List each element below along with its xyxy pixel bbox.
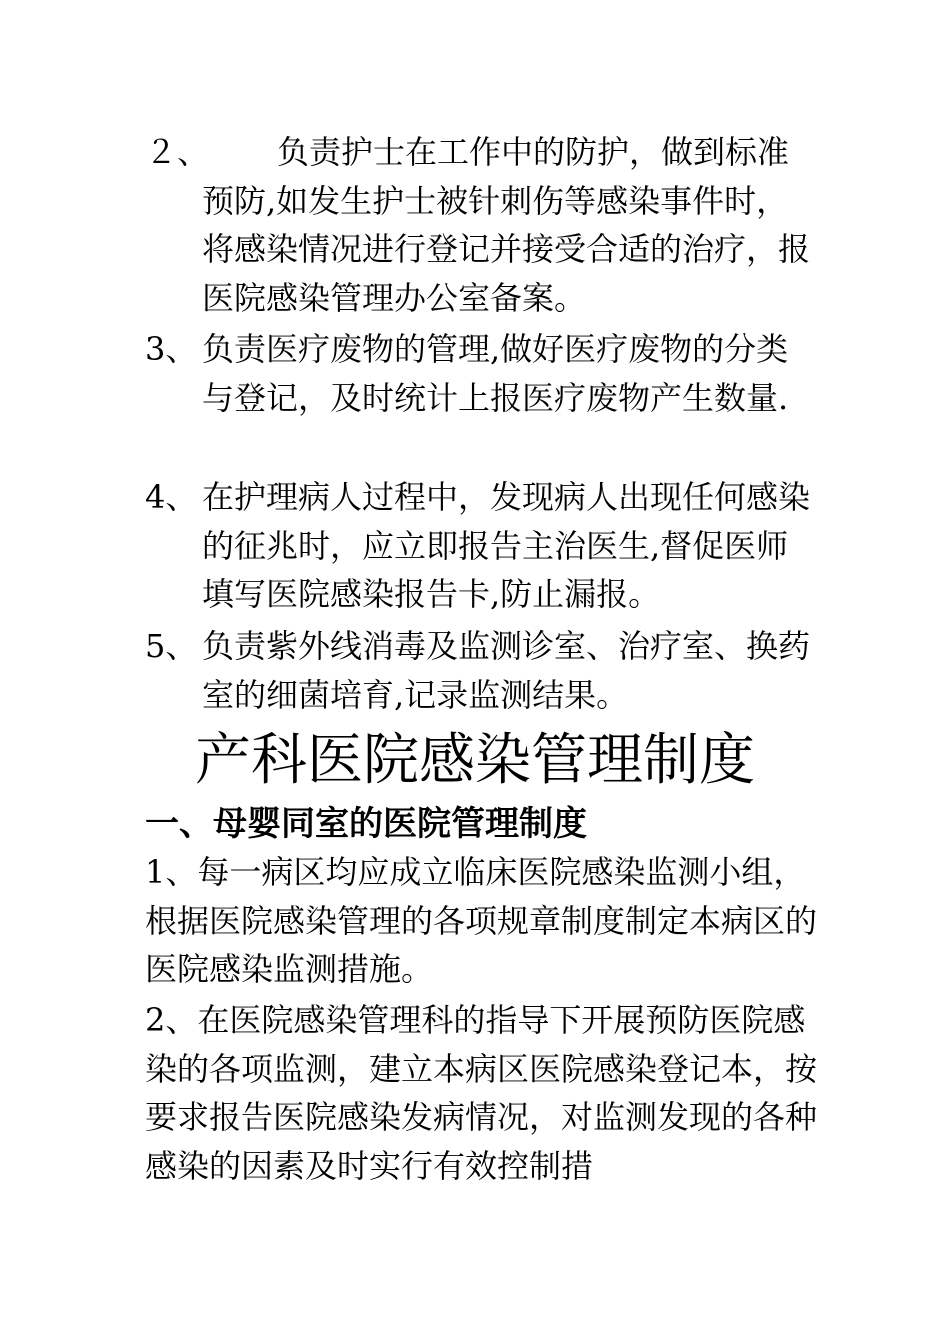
list-item-text: 负责医疗废物的管理,做好医疗废物的分类与登记，及时统计上报医疗废物产生数量. (202, 330, 789, 417)
list-item-4 (145, 473, 825, 619)
list-item-text: 在护理病人过程中，发现病人出现任何感染的征兆时，应立即报告主治医生,督促医师填写医院感染报告卡,防止漏报。 (202, 478, 811, 613)
list-number: 4、 (145, 478, 198, 516)
page-title: 产科医院感染管理制度 (195, 728, 755, 793)
list-item-text: 负责护士在工作中的防护，做到标准预防,如发生护士被针刺伤等感染事件时，将感染情况进行登记并接受合适的治疗，报医院感染管理办公室备案。 (202, 133, 811, 317)
list-number: 3、 (145, 330, 198, 368)
list-number: ２、 (145, 133, 210, 171)
list-number: 5、 (145, 627, 198, 665)
list-item-2 (145, 128, 825, 322)
paragraph-1: 1、每一病区均应成立临床医院感染监测小组，根据医院感染管理的各项规章制度制定本病区的医院感染监测措施。 (145, 853, 818, 988)
list-item-5 (145, 622, 825, 719)
list-item-3 (145, 325, 825, 422)
list-item-text: 负责紫外线消毒及监测诊室、治疗室、换药室的细菌培育,记录监测结果。 (202, 627, 811, 714)
paragraph-2: 2、在医院感染管理科的指导下开展预防医院感染的各项监测，建立本病区医院感染登记本，按要求报告医院感染发病情况，对监测发现的各种感染的因素及时实行有效控制措 (145, 1001, 818, 1185)
section-heading: 一、母婴同室的医院管理制度 (145, 804, 587, 844)
